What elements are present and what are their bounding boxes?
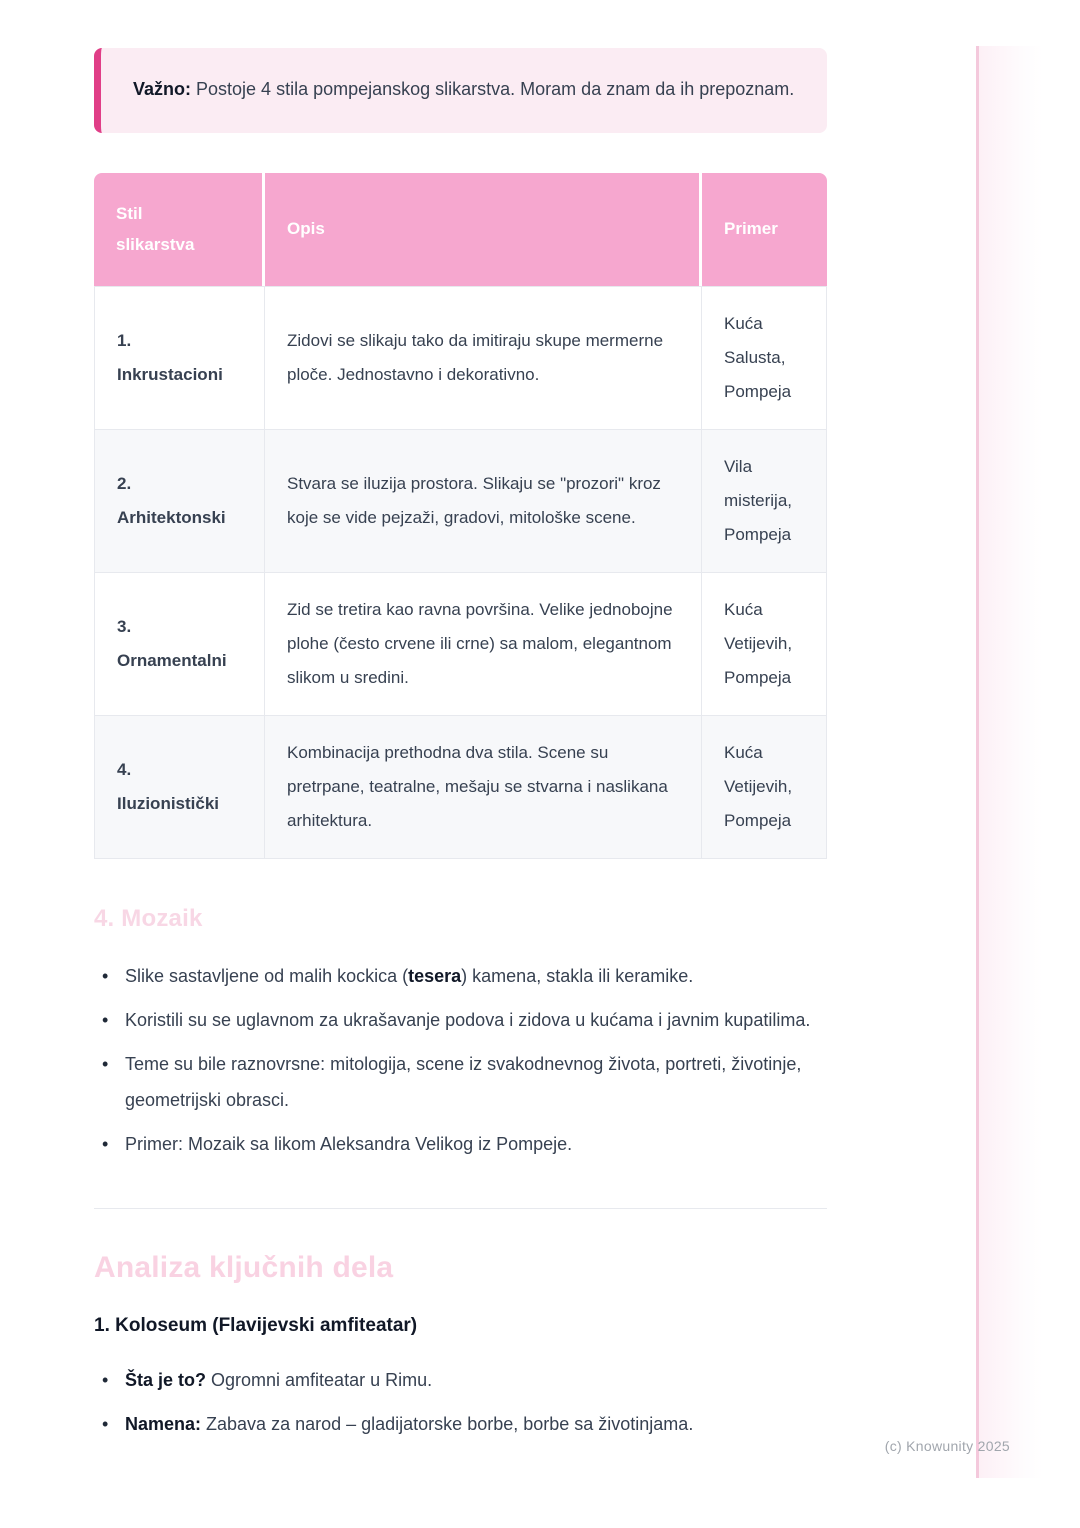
table-row	[94, 573, 827, 716]
style-primer-cell: Kuća Vetijevih, Pompeja	[702, 573, 827, 716]
style-primer-cell: Kuća Salusta, Pompeja	[702, 286, 827, 430]
section-heading-mozaik: 4. Mozaik	[94, 905, 203, 933]
table-header-row	[94, 173, 827, 286]
section-divider	[94, 1208, 827, 1209]
header-cell-stil: Stil slikarstva	[94, 173, 265, 286]
style-desc-cell: Stvara se iluzija prostora. Slikaju se "prozori" kroz koje se vide pejzaži, gradovi, mitološke scene.	[265, 430, 702, 573]
style-primer-cell: Vila misterija, Pompeja	[702, 430, 827, 573]
table-row	[94, 286, 827, 430]
list-item: • Namena: Zabava za narod – gladijatorske borbe, borbe sa životinjama.	[94, 1407, 827, 1442]
mozaik-bullet-list	[94, 959, 827, 1161]
callout-label: Važno:	[133, 79, 192, 99]
subsection-heading-koloseum: 1. Koloseum (Flavijevski amfiteatar)	[94, 1314, 418, 1336]
section-heading-analiza: Analiza ključnih dela	[94, 1250, 394, 1284]
style-name-cell: 3. Ornamentalni	[94, 573, 265, 716]
header-cell-opis: Opis	[265, 173, 702, 286]
table-row	[94, 430, 827, 573]
style-desc-cell: Kombinacija prethodna dva stila. Scene su pretrpane, teatralne, mešaju se stvarna i naslikana arhitektura.	[265, 716, 702, 859]
style-desc-cell: Zidovi se slikaju tako da imitiraju skupe mermerne ploče. Jednostavno i dekorativno.	[265, 286, 702, 430]
table-row	[94, 716, 827, 859]
page-edge-line	[976, 46, 979, 1478]
style-name-cell: 4. Iluzionistički	[94, 716, 265, 859]
header-cell-primer: Primer	[702, 173, 827, 286]
style-primer-cell: Kuća Vetijevih, Pompeja	[702, 716, 827, 859]
style-name-cell: 2. Arhitektonski	[94, 430, 265, 573]
list-item: • Slike sastavljene od malih kockica (tesera) kamena, stakla ili keramike.	[94, 959, 827, 994]
list-item: • Primer: Mozaik sa likom Aleksandra Velikog iz Pompeje.	[94, 1127, 827, 1162]
important-callout	[94, 48, 827, 133]
style-name-cell: 1. Inkrustacioni	[94, 286, 265, 430]
list-item: • Šta je to? Ogromni amfiteatar u Rimu.	[94, 1363, 827, 1398]
document-page	[94, 48, 827, 1451]
style-desc-cell: Zid se tretira kao ravna površina. Velike jednobojne plohe (često crvene ili crne) sa malom, elegantnom slikom u sredini.	[265, 573, 702, 716]
koloseum-bullet-list	[94, 1363, 827, 1442]
copyright-watermark: (c) Knowunity 2025	[884, 1438, 1010, 1454]
list-item: • Koristili su se uglavnom za ukrašavanje podova i zidova u kućama i javnim kupatilima.	[94, 1003, 827, 1038]
callout-text: Postoje 4 stila pompejanskog slikarstva. Moram da znam da ih prepoznam.	[191, 79, 795, 99]
page-edge-tint	[979, 46, 1043, 1478]
list-item: • Teme su bile raznovrsne: mitologija, scene iz svakodnevnog života, portreti, životinje, geometrijski obrasci.	[94, 1047, 827, 1117]
painting-styles-table	[94, 173, 827, 859]
